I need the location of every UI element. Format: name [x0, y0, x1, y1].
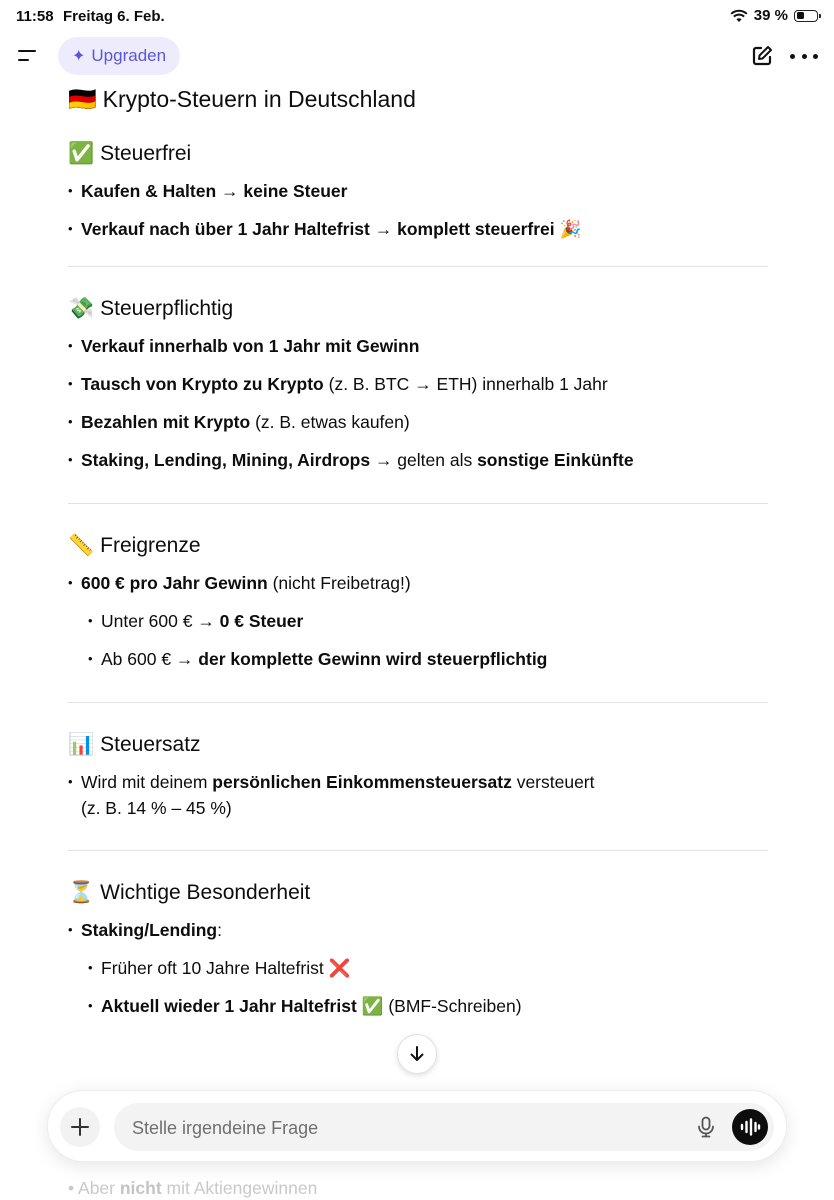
dot-icon: [802, 54, 807, 59]
arrow-text: →: [369, 219, 398, 239]
sub-list-item: [68, 955, 768, 981]
plain-text: Aber: [78, 1178, 120, 1198]
microphone-icon[interactable]: [694, 1115, 718, 1139]
plain-text: (BMF-Schreiben): [383, 996, 522, 1016]
upgrade-label: Upgraden: [91, 46, 167, 65]
sub-list-item: [68, 646, 768, 672]
bold-text: Verkauf nach über 1 Jahr Haltefrist: [81, 219, 370, 239]
bold-text: Staking/Lending: [81, 920, 218, 940]
chat-content: [68, 80, 768, 1019]
section-title-text: Steuerfrei: [100, 142, 192, 165]
money-wings-icon: 💸: [68, 297, 95, 320]
plain-text: Unter 600 € →: [101, 611, 220, 631]
bold-text: Aktuell wieder 1 Jahr Haltefrist: [101, 996, 357, 1016]
battery-percent: 39 %: [753, 7, 788, 24]
waveform-icon: [739, 1118, 761, 1136]
prompt-input-container: [114, 1103, 774, 1151]
plain-text: (nicht Freibetrag!): [267, 573, 411, 593]
bold-text: Tausch von Krypto zu Krypto: [81, 374, 324, 394]
plain-text: Früher oft 10 Jahre Haltefrist: [101, 958, 329, 978]
hourglass-icon: ⏳: [68, 881, 95, 904]
bold-text: Verkauf innerhalb von 1 Jahr mit Gewinn: [81, 336, 420, 356]
arrow-down-icon: [408, 1045, 426, 1063]
sidebar-menu-button[interactable]: [14, 42, 44, 70]
plain-text: mit Aktiengewinnen: [161, 1178, 318, 1198]
bold-text: Bezahlen mit Krypto: [81, 412, 251, 432]
message-composer: [47, 1090, 787, 1162]
document-title: [68, 80, 768, 118]
plain-text: versteuert: [511, 772, 595, 792]
list-item: [68, 216, 768, 242]
bold-text: Kaufen & Halten: [81, 181, 217, 201]
prompt-input[interactable]: [130, 1103, 674, 1153]
section-title-freigrenze: [68, 529, 768, 563]
status-time: 11:58: [16, 8, 54, 25]
battery-icon: [794, 10, 818, 22]
dot-icon: [790, 54, 795, 59]
more-options-button[interactable]: [790, 44, 818, 68]
plain-text: (z. B. 14 % – 45 %): [81, 798, 232, 818]
check-mark-icon: ✅: [68, 142, 95, 165]
bold-text: nicht: [119, 1178, 162, 1198]
bold-text: 600 € pro Jahr Gewinn: [81, 573, 268, 593]
list-item: [68, 917, 768, 943]
section-title-text: Wichtige Besonderheit: [100, 881, 311, 904]
flag-germany-icon: 🇩🇪: [68, 86, 97, 112]
scroll-down-button[interactable]: [397, 1034, 437, 1074]
upgrade-button[interactable]: [58, 37, 180, 75]
list-item: [68, 178, 768, 204]
plain-text: → gelten als: [370, 450, 478, 470]
section-title-text: Steuersatz: [100, 733, 201, 756]
list-item: [68, 769, 768, 821]
sub-list-item: [68, 608, 768, 634]
bar-chart-icon: 📊: [68, 733, 95, 756]
bold-text: sonstige Einkünfte: [477, 450, 634, 470]
status-right: [730, 7, 818, 24]
wifi-icon: [730, 9, 748, 23]
status-date: Freitag 6. Feb.: [63, 8, 165, 25]
status-bar: [0, 0, 834, 32]
party-popper-icon: 🎉: [554, 219, 582, 239]
faded-list-item: • Aber nicht mit Aktiengewinnen: [68, 1178, 318, 1198]
list-item: [68, 570, 768, 596]
ruler-icon: 📏: [68, 534, 95, 557]
plain-text: :: [217, 920, 222, 940]
section-title-steuerpflichtig: [68, 292, 768, 326]
plain-text: (z. B. BTC → ETH) innerhalb 1 Jahr: [323, 374, 608, 394]
section-title-steuersatz: [68, 728, 768, 762]
bold-text: 0 € Steuer: [219, 611, 304, 631]
section-title-text: Steuerpflichtig: [100, 297, 234, 320]
list-item: [68, 447, 768, 473]
cross-mark-icon: ❌: [328, 958, 351, 978]
plain-text: Wird mit deinem: [81, 772, 213, 792]
sparkle-icon: ✦: [72, 48, 86, 65]
dot-icon: [813, 54, 818, 59]
plain-text: Ab 600 € →: [101, 649, 199, 669]
bold-text: komplett steuerfrei: [397, 219, 555, 239]
bold-text: persönlichen Einkommensteuersatz: [212, 772, 512, 792]
arrow-text: →: [216, 181, 244, 201]
list-item: [68, 371, 768, 397]
plus-icon: [70, 1117, 90, 1137]
bold-text: der komplette Gewinn wird steuerpflichtig: [198, 649, 548, 669]
bold-text: keine Steuer: [243, 181, 348, 201]
new-chat-edit-icon[interactable]: [750, 44, 774, 68]
section-title-besonderheit: [68, 876, 768, 910]
top-bar: [0, 34, 834, 78]
check-mark-icon: ✅: [356, 996, 384, 1016]
voice-mode-button[interactable]: [732, 1109, 768, 1145]
sub-list-item: [68, 993, 768, 1019]
section-title-text: Freigrenze: [100, 534, 201, 557]
section-title-steuerfrei: [68, 137, 768, 171]
list-item: [68, 333, 768, 359]
list-item: [68, 409, 768, 435]
add-attachment-button[interactable]: [60, 1107, 100, 1147]
plain-text: (z. B. etwas kaufen): [250, 412, 410, 432]
document-title-text: Krypto-Steuern in Deutschland: [102, 86, 416, 112]
bold-text: Staking, Lending, Mining, Airdrops: [81, 450, 371, 470]
